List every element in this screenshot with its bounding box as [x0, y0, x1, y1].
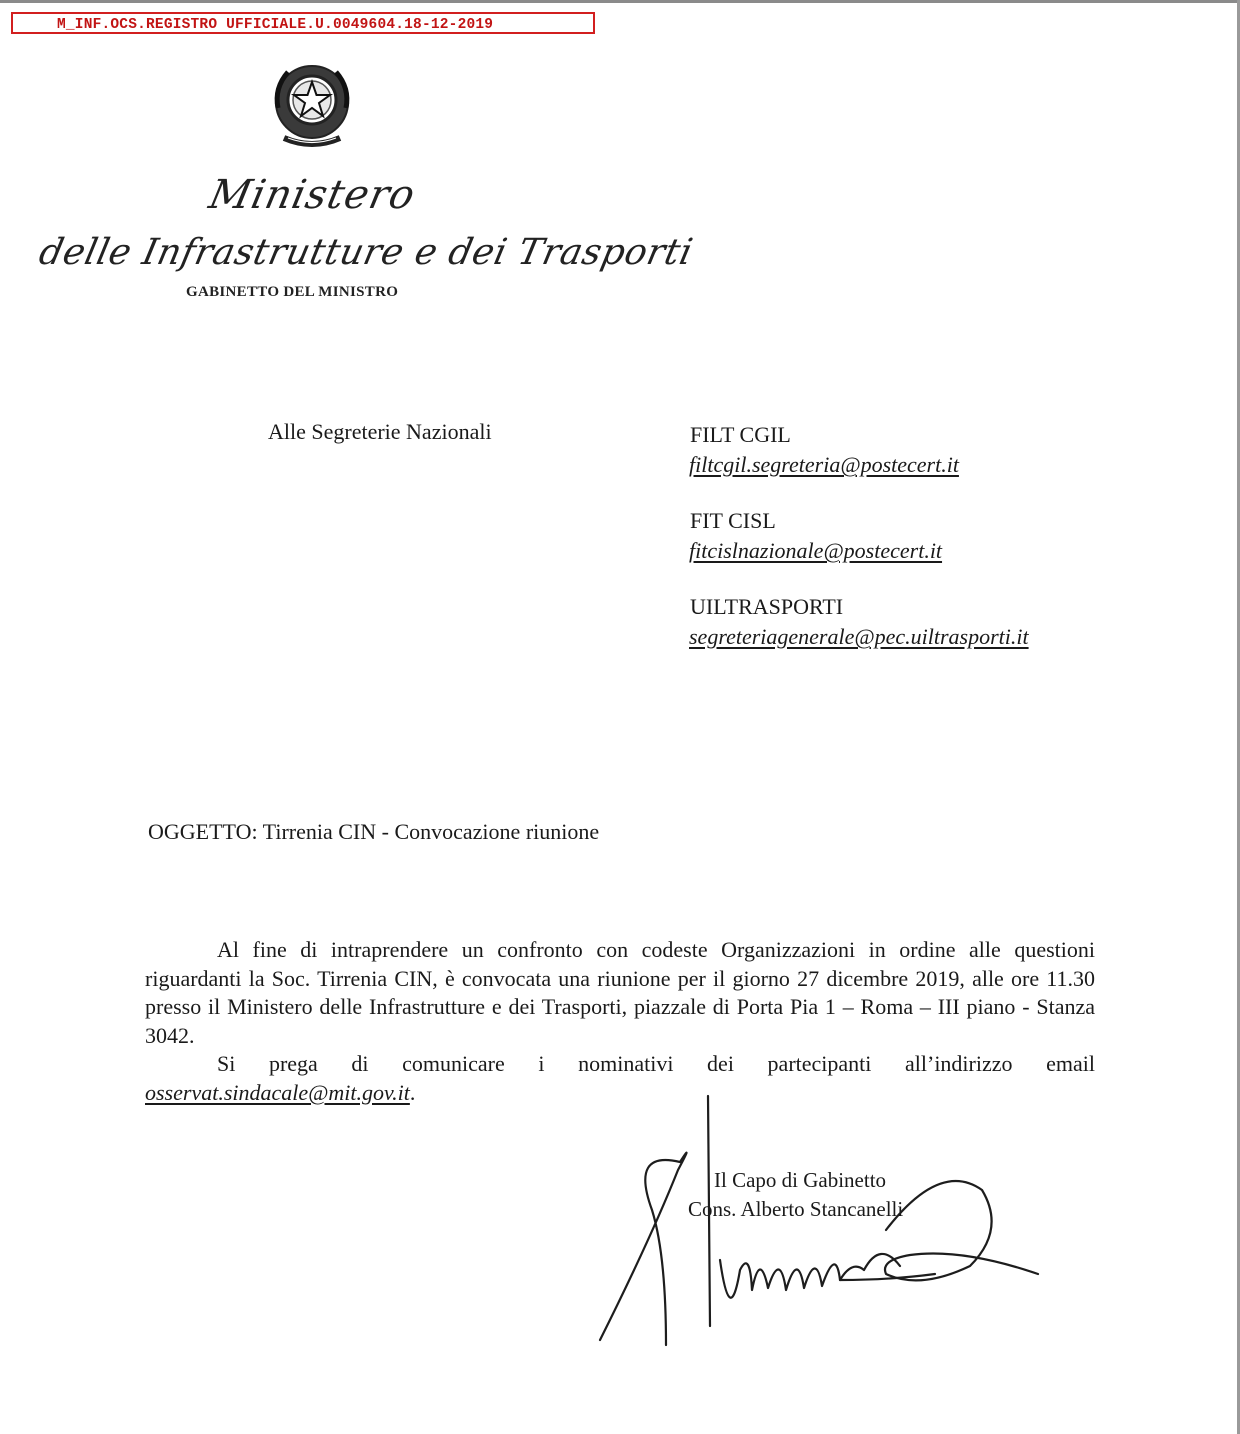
body-paragraph-end: . [409, 1079, 416, 1105]
italian-republic-emblem-icon [268, 58, 356, 154]
protocol-stamp: M_INF.OCS.REGISTRO UFFICIALE.U.0049604.18-12-2019 [11, 12, 595, 34]
signer-role: Il Capo di Gabinetto [714, 1168, 887, 1192]
recipient-email[interactable]: segreteriagenerale@pec.uiltrasporti.it [689, 624, 1029, 649]
ministry-name-line2: delle Infrastrutture e dei Trasporti [35, 232, 697, 273]
recipient-name: FIT CISL [690, 508, 776, 533]
ministry-name-line1: Ministero [205, 172, 420, 218]
addressee-intro: Alle Segreterie Nazionali [268, 419, 492, 444]
recipient-email[interactable]: filtcgil.segreteria@postecert.it [689, 452, 959, 477]
recipient-email[interactable]: fitcislnazionale@postecert.it [689, 538, 943, 563]
recipient-name: UILTRASPORTI [690, 594, 844, 619]
scan-edge [0, 0, 1240, 3]
signer-name: Cons. Alberto Stancanelli [688, 1197, 904, 1221]
body-paragraph: Al fine di intraprendere un confronto con codeste Organizzazioni in ordine alle questioni riguardanti la Soc. Tirrenia CIN, è convocata una riunione per il giorno 27 dicembre 2019, alle ore 11.30 presso il Ministero delle Infrastrutture e dei Trasporti, piazzale di Porta Pia 1 – Roma – III piano - Stanza 3042. [145, 937, 1095, 1048]
office-name: GABINETTO DEL MINISTRO [186, 284, 399, 300]
contact-email-link[interactable]: osservat.sindacale@mit.gov.it [145, 1079, 410, 1105]
body-paragraph-text: Si prega di comunicare i nominativi dei partecipanti all’indirizzo email [217, 1051, 1095, 1076]
recipient-name: FILT CGIL [690, 422, 791, 447]
handwritten-signature [590, 1090, 1050, 1360]
subject-line: OGGETTO: Tirrenia CIN - Convocazione riunione [148, 819, 600, 844]
